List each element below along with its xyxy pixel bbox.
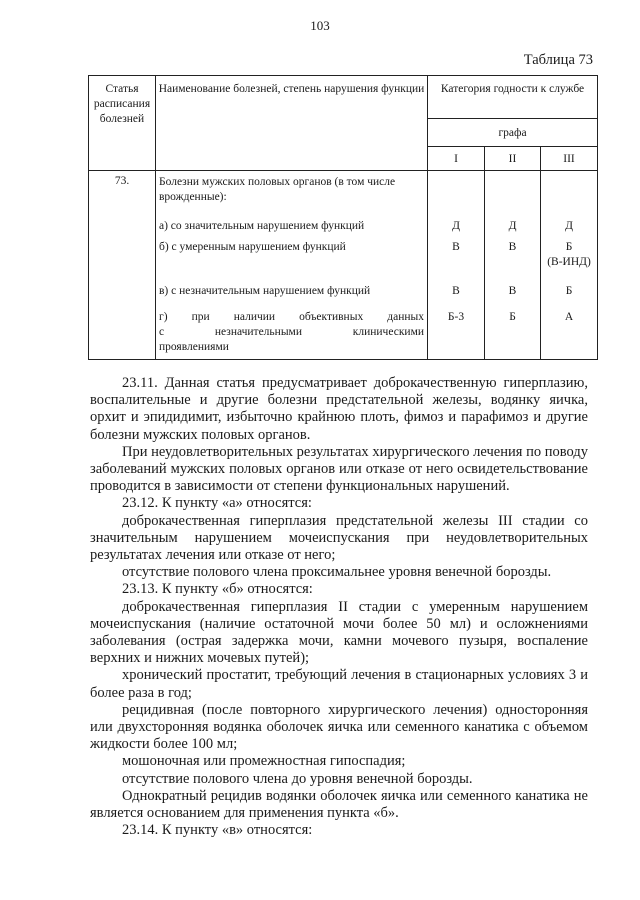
- paragraph: 23.11. Данная статья предусматривает доброкачественную гиперплазию, воспалительные и другие болезни предстательной железы, водянку яичка, орхит и эпидидимит, избыточно крайнюю плоть, фимоз и парафимоз и другие болезни мужских половых органов.: [90, 375, 588, 443]
- paragraph: 23.14. К пункту «в» относятся:: [122, 822, 313, 839]
- paragraph: 23.13. К пункту «б» относятся:: [122, 581, 313, 598]
- table-row: [89, 171, 598, 360]
- value-b-1: В: [452, 241, 460, 253]
- item-a-label: а) со значительным нарушением функций: [159, 220, 365, 232]
- header-article: Статья расписания болезней: [89, 76, 156, 171]
- value-v-3: Б: [565, 285, 573, 297]
- value-v-2: В: [508, 285, 517, 297]
- page-number: 103: [310, 18, 330, 33]
- header-graph: графа: [428, 119, 598, 147]
- item-g-label-line3: проявлениями: [159, 341, 229, 353]
- table-caption: Таблица 73: [523, 52, 593, 68]
- item-v-label: в) с незначительным нарушением функций: [159, 285, 371, 297]
- body-text: [90, 375, 588, 839]
- paragraph: доброкачественная гиперплазия предстательной железы III стадии со значительным нарушением мочеиспускания при неудовлетворительных результатах лечения или отказе от него;: [90, 512, 588, 564]
- item-g-label-line1: г) при наличии объективных данных: [159, 311, 424, 323]
- value-g-3: А: [564, 311, 574, 323]
- header-graph-3: III: [541, 147, 598, 171]
- header-disease-name: Наименование болезней, степень нарушения функции: [156, 76, 428, 171]
- row-name-cell: [156, 171, 428, 360]
- paragraph: мошоночная или промежностная гипоспадия;: [122, 753, 406, 770]
- header-graph-1: I: [428, 147, 485, 171]
- graph-1-cell: [428, 171, 485, 360]
- value-v-1: В: [452, 285, 460, 297]
- value-g-1: Б-3: [447, 311, 465, 323]
- value-b-3-extra: (В-ИНД): [547, 256, 591, 268]
- paragraph: отсутствие полового члена до уровня венечной борозды.: [122, 770, 473, 787]
- paragraph: хронический простатит, требующий лечения в стационарных условиях 3 и более раза в год;: [90, 667, 588, 701]
- row-title: Болезни мужских половых органов (в том числе врожденные):: [159, 176, 396, 203]
- value-b-2: В: [508, 241, 517, 253]
- value-a-2: Д: [508, 220, 517, 232]
- paragraph: отсутствие полового члена проксимальнее уровня венечной борозды.: [122, 564, 552, 581]
- value-a-3: Д: [565, 220, 573, 232]
- disease-table: [88, 75, 598, 360]
- header-category: Категория годности к службе: [428, 76, 598, 119]
- value-a-1: Д: [452, 220, 460, 232]
- graph-2-cell: [485, 171, 541, 360]
- item-b-label: б) с умеренным нарушением функций: [159, 241, 346, 253]
- graph-3-cell: [541, 171, 598, 360]
- row-number: 73.: [89, 171, 156, 360]
- paragraph: 23.12. К пункту «а» относятся:: [122, 495, 312, 512]
- item-g-label-line2: с незначительными клиническими: [159, 326, 424, 338]
- paragraph: доброкачественная гиперплазия II стадии с умеренным нарушением мочеиспускания (наличие остаточной мочи более 50 мл) и осложнениями заболевания (острая задержка мочи, камни мочевого пузыря, воспаление верхних и нижних мочевых путей);: [90, 598, 588, 667]
- value-g-2: Б: [509, 311, 516, 323]
- paragraph: При неудовлетворительных результатах хирургического лечения по поводу заболеваний мужских половых органов или отказе от него освидетельствование проводится в зависимости от степени функциональных нарушений.: [90, 443, 588, 495]
- header-graph-2: II: [485, 147, 541, 171]
- value-b-3: Б: [565, 241, 573, 253]
- paragraph: Однократный рецидив водянки оболочек яичка или семенного канатика не является основанием для применения пункта «б».: [90, 787, 588, 822]
- paragraph: рецидивная (после повторного хирургического лечения) односторонняя или двухсторонняя водянка оболочек яичка или семенного канатика с объемом жидкости более 100 мл;: [90, 701, 588, 753]
